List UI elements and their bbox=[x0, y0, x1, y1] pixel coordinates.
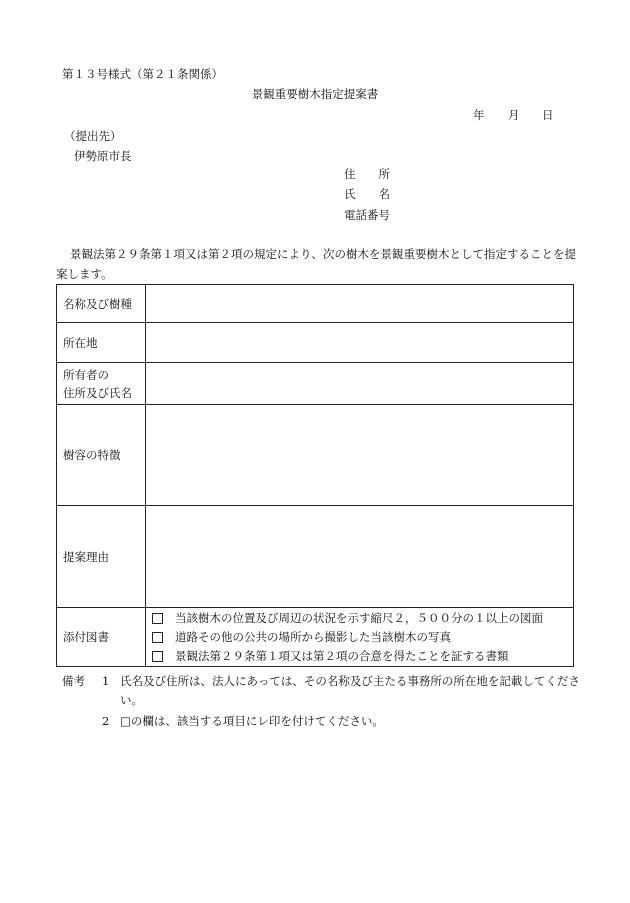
row-label-attachments: 添付図書 bbox=[57, 608, 146, 667]
row-label-location: 所在地 bbox=[57, 323, 146, 363]
row-label-owner bbox=[57, 363, 146, 405]
attachment-item-label: 道路その他の公共の場所から撮影した当該樹木の写真 bbox=[175, 629, 451, 644]
date-month-label: 月 bbox=[508, 108, 520, 122]
note-item bbox=[62, 672, 582, 710]
notes-heading: 備考 bbox=[62, 674, 85, 688]
attachments-cell bbox=[146, 608, 574, 667]
checkbox-icon[interactable] bbox=[152, 613, 163, 624]
attachment-item bbox=[152, 609, 567, 628]
row-label-reason: 提案理由 bbox=[57, 506, 146, 608]
attachment-item-label: 当該樹木の位置及び周辺の状況を示す縮尺２，５００分の１以上の図面 bbox=[175, 610, 543, 625]
note-text: 氏名及び住所は、法人にあっては、その名称及び主たる事務所の所在地を記載してください。 bbox=[120, 674, 580, 707]
row-label-owner-line1: 所有者の bbox=[63, 367, 109, 382]
note-number: 1 bbox=[102, 674, 110, 688]
notes-section bbox=[62, 672, 582, 731]
submit-to-label: （提出先） bbox=[64, 129, 122, 143]
applicant-phone-label: 電話番号 bbox=[344, 208, 390, 222]
attachment-item-label: 景観法第２９条第１項又は第２項の合意を得たことを証する書類 bbox=[175, 648, 509, 663]
date-year-label: 年 bbox=[473, 108, 485, 122]
applicant-name-label: 氏 名 bbox=[344, 187, 390, 201]
reason-field[interactable] bbox=[146, 506, 574, 608]
row-label-features: 樹容の特徴 bbox=[57, 405, 146, 506]
name-species-field[interactable] bbox=[146, 285, 574, 323]
attachment-item bbox=[152, 647, 567, 666]
row-label-name-species: 名称及び樹種 bbox=[57, 285, 146, 323]
attachment-item bbox=[152, 628, 567, 647]
date-day-label: 日 bbox=[542, 108, 554, 122]
table-row bbox=[57, 285, 574, 323]
table-row bbox=[57, 608, 574, 667]
table-row bbox=[57, 323, 574, 363]
checkbox-icon[interactable] bbox=[152, 632, 163, 643]
note-number: 2 bbox=[102, 714, 110, 728]
page-title: 景観重要樹木指定提案書 bbox=[251, 87, 379, 101]
location-field[interactable] bbox=[146, 323, 574, 363]
intro-paragraph: 景観法第２９条第１項又は第２項の規定により、次の樹木を景観重要樹木として指定することを提案します。 bbox=[56, 247, 576, 281]
proposal-table bbox=[56, 284, 574, 667]
table-row bbox=[57, 506, 574, 608]
row-label-owner-line2: 住所及び氏名 bbox=[63, 385, 132, 400]
applicant-address-label: 住 所 bbox=[344, 167, 390, 181]
owner-field[interactable] bbox=[146, 363, 574, 405]
features-field[interactable] bbox=[146, 405, 574, 506]
note-item bbox=[62, 712, 582, 731]
table-row bbox=[57, 363, 574, 405]
checkbox-icon[interactable] bbox=[152, 651, 163, 662]
table-row bbox=[57, 405, 574, 506]
note-text: □の欄は、該当する項目にレ印を付けてください。 bbox=[120, 714, 384, 728]
recipient-name: 伊勢原市長 bbox=[74, 149, 132, 163]
form-number: 第１３号様式（第２１条関係） bbox=[62, 67, 223, 81]
